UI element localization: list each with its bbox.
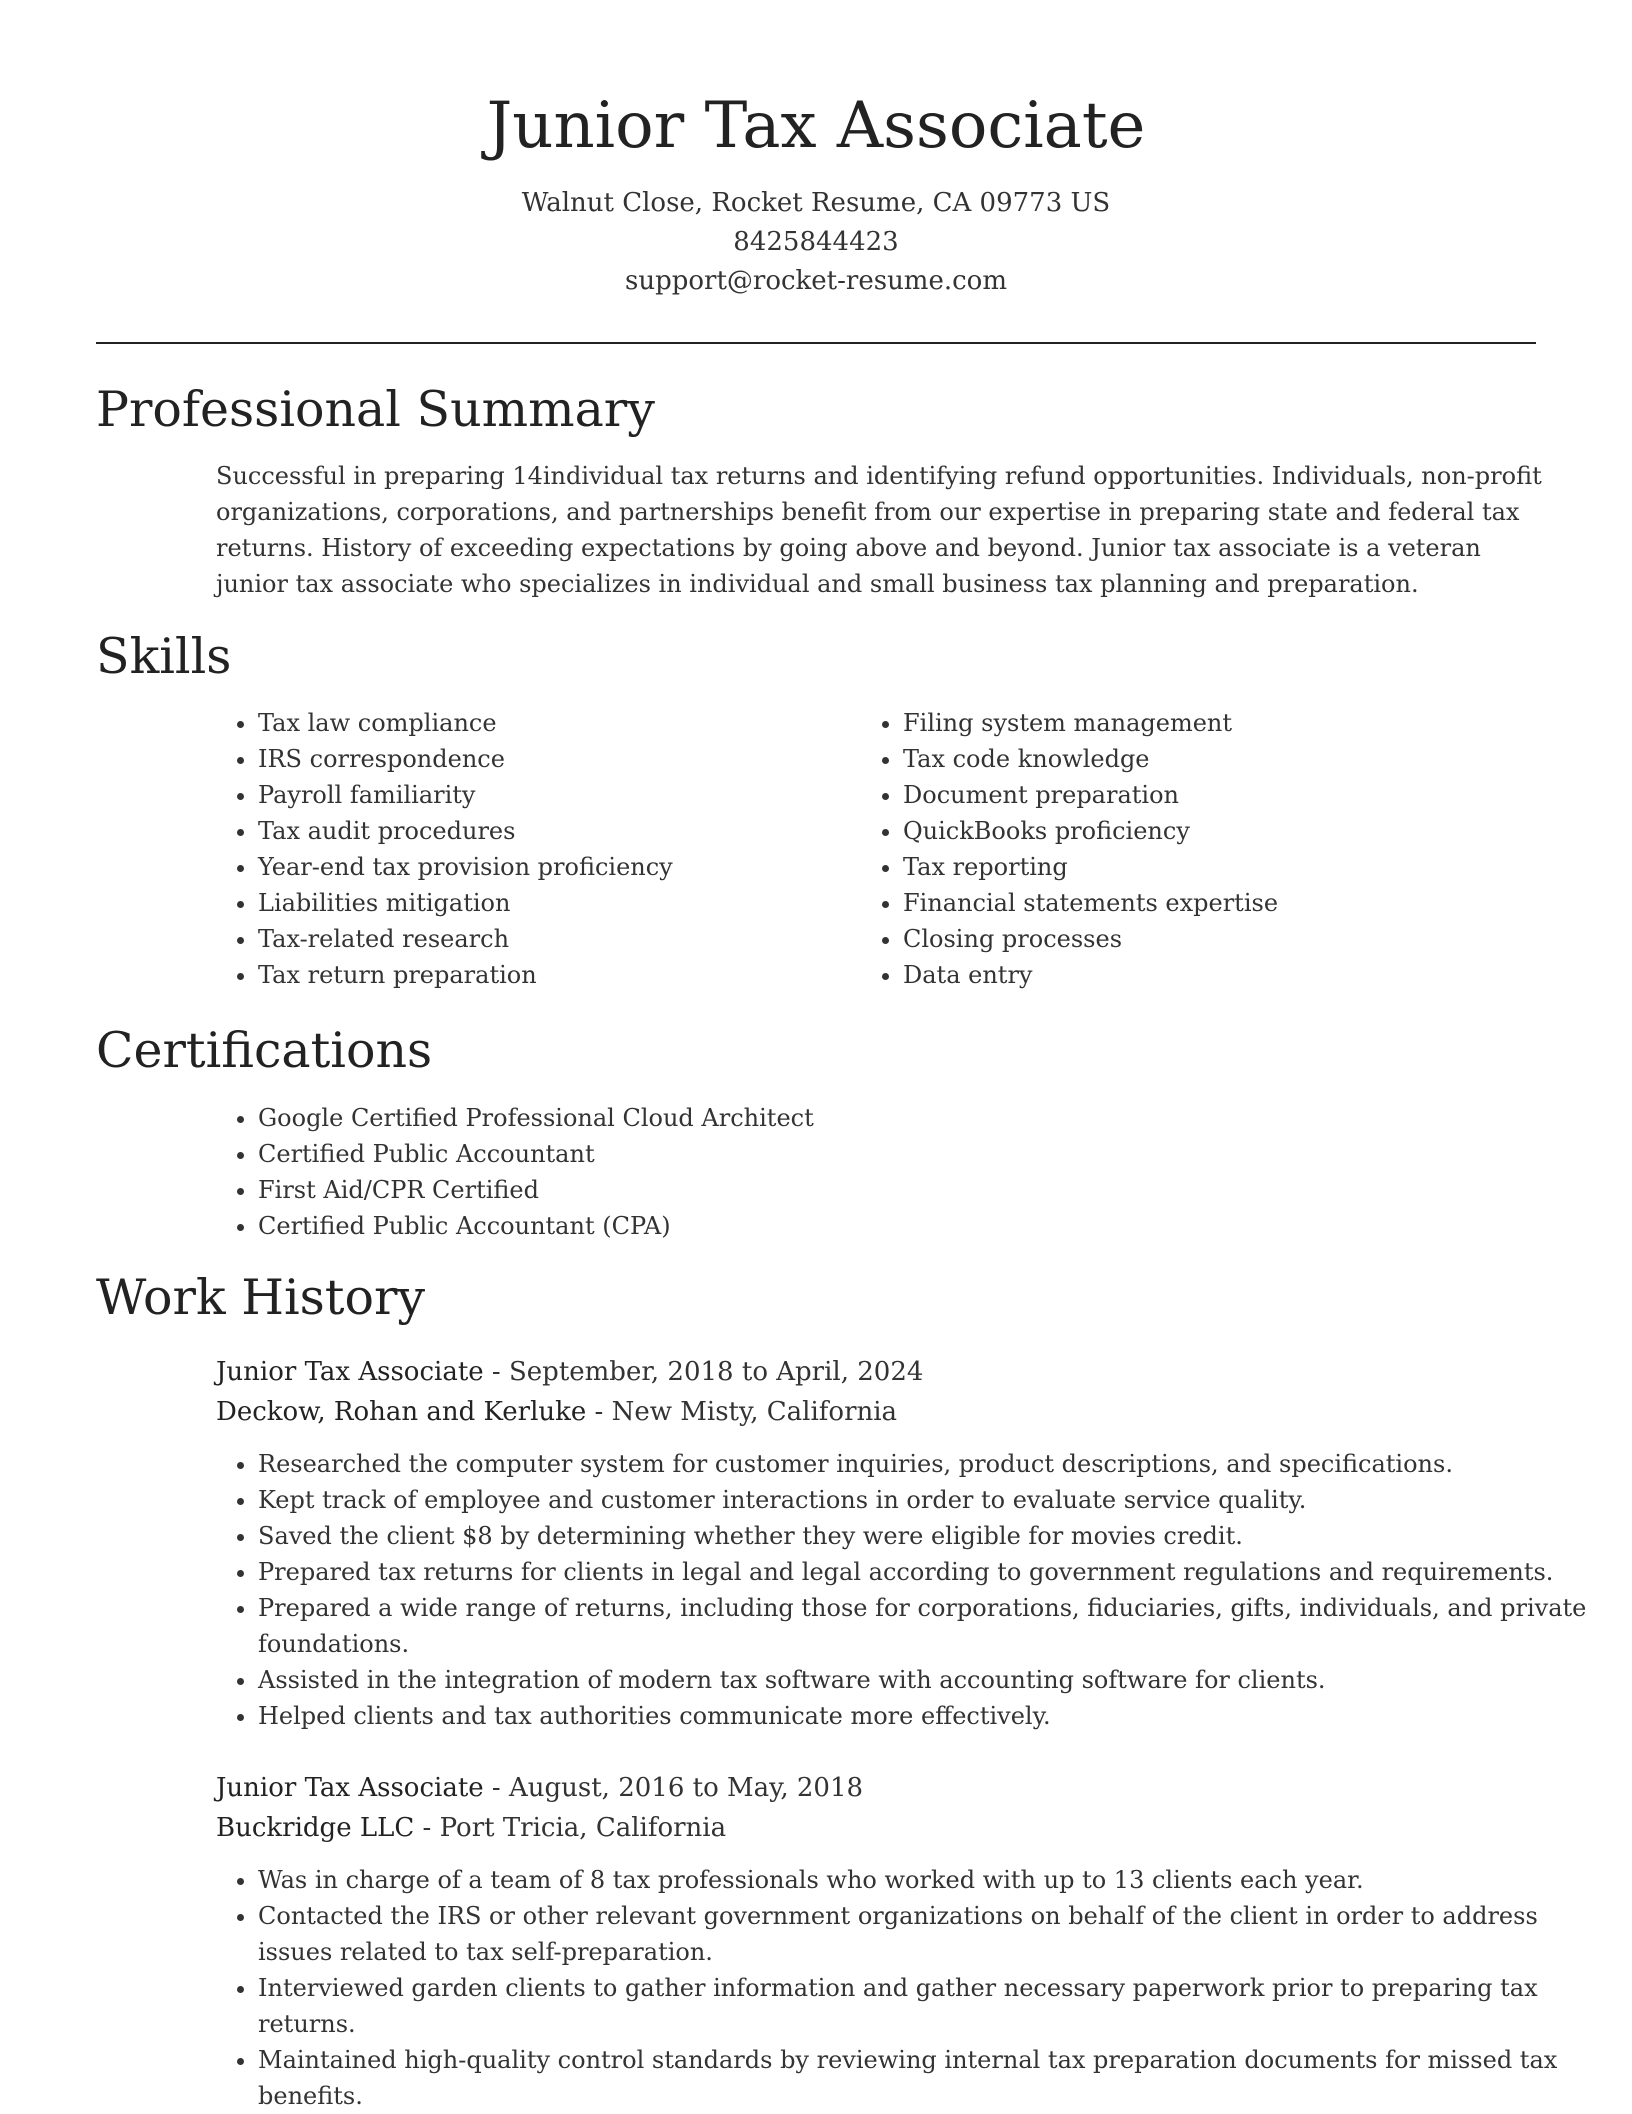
job-location: - Port Tricia, California: [414, 1813, 727, 1843]
certification-item: • Certified Public Accountant: [258, 1136, 1558, 1172]
skill-item: • Tax law compliance: [258, 705, 878, 741]
skill-item: • Tax return preparation: [258, 957, 878, 993]
skill-item: • Tax-related research: [258, 921, 878, 957]
job-title-line: [216, 1768, 863, 1808]
job-role: Junior Tax Associate: [216, 1357, 484, 1387]
job-title-line: [216, 1352, 923, 1392]
job-location: - New Misty, California: [586, 1397, 898, 1427]
skills-list-left: [214, 705, 878, 993]
skill-item: • Document preparation: [903, 777, 1563, 813]
summary-text: Successful in preparing 14individual tax returns and identifying refund opportunities. Individuals, non-profit organizations, corporations, and partnerships benefit from our expertise in preparing state and federal tax returns. History of exceeding expectations by going above and beyond. Junior tax associate is a veteran junior tax associate who specializes in individual and small business tax planning and preparation.: [216, 462, 1542, 598]
phone: 8425844423: [733, 227, 899, 257]
candidate-name: Junior Tax Associate: [486, 89, 1146, 163]
job-bullet: • Saved the client $8 by determining whether they were eligible for movies credit.: [258, 1518, 1598, 1554]
job-bullet: • Prepared tax returns for clients in legal and legal according to government regulations and requirements.: [258, 1554, 1598, 1590]
certification-item: • Certified Public Accountant (CPA): [258, 1208, 1558, 1244]
skill-item: • Financial statements expertise: [903, 885, 1563, 921]
job-bullet: • Kept track of employee and customer interactions in order to evaluate service quality.: [258, 1482, 1598, 1518]
skill-item: • Payroll familiarity: [258, 777, 878, 813]
job-company-line: [216, 1392, 897, 1432]
skill-item: • QuickBooks proficiency: [903, 813, 1563, 849]
skill-item: • Year-end tax provision proficiency: [258, 849, 878, 885]
contact-info: [96, 184, 1536, 301]
skill-item: • Closing processes: [903, 921, 1563, 957]
address: Walnut Close, Rocket Resume, CA 09773 US: [521, 188, 1111, 218]
email: support@rocket-resume.com: [624, 266, 1007, 296]
job-bullet: • Researched the computer system for customer inquiries, product descriptions, and specifications.: [258, 1446, 1598, 1482]
summary-heading: Professional Summary: [96, 381, 655, 438]
job-dates: - August, 2016 to May, 2018: [483, 1773, 864, 1803]
job-role: Junior Tax Associate: [216, 1773, 484, 1803]
job-bullet: • Contacted the IRS or other relevant government organizations on behalf of the client in order to address issues related to tax self-preparation.: [258, 1898, 1598, 1970]
work-history-heading: Work History: [96, 1269, 426, 1326]
header-divider: [96, 342, 1536, 344]
job-bullet: • Was in charge of a team of 8 tax professionals who worked with up to 13 clients each year.: [258, 1862, 1598, 1898]
skill-item: • Tax reporting: [903, 849, 1563, 885]
job-bullets: [214, 1862, 1598, 2114]
job-company-line: [216, 1808, 726, 1848]
skill-item: • IRS correspondence: [258, 741, 878, 777]
job-dates: - September, 2018 to April, 2024: [483, 1357, 924, 1387]
job-bullet: • Helped clients and tax authorities communicate more effectively.: [258, 1698, 1598, 1734]
job-bullet: • Interviewed garden clients to gather information and gather necessary paperwork prior to preparing tax returns.: [258, 1970, 1598, 2042]
certifications-list: [214, 1100, 1558, 1244]
skill-item: • Liabilities mitigation: [258, 885, 878, 921]
job-bullets: [214, 1446, 1598, 1734]
job-bullet: • Maintained high-quality control standards by reviewing internal tax preparation documents for missed tax benefits.: [258, 2042, 1598, 2114]
resume-header: [96, 82, 1536, 301]
skills-list-right: [859, 705, 1563, 993]
certification-item: • First Aid/CPR Certified: [258, 1172, 1558, 1208]
skill-item: • Tax audit procedures: [258, 813, 878, 849]
job-bullet: • Prepared a wide range of returns, including those for corporations, fiduciaries, gifts, individuals, and private foundations.: [258, 1590, 1598, 1662]
certification-item: • Google Certified Professional Cloud Architect: [258, 1100, 1558, 1136]
job-company: Deckow, Rohan and Kerluke: [216, 1397, 587, 1427]
job-company: Buckridge LLC: [216, 1813, 415, 1843]
skill-item: • Filing system management: [903, 705, 1563, 741]
job-bullet: • Assisted in the integration of modern tax software with accounting software for clients.: [258, 1662, 1598, 1698]
skill-item: • Data entry: [903, 957, 1563, 993]
skill-item: • Tax code knowledge: [903, 741, 1563, 777]
skills-heading: Skills: [96, 628, 232, 685]
certifications-heading: Certifications: [96, 1022, 433, 1079]
